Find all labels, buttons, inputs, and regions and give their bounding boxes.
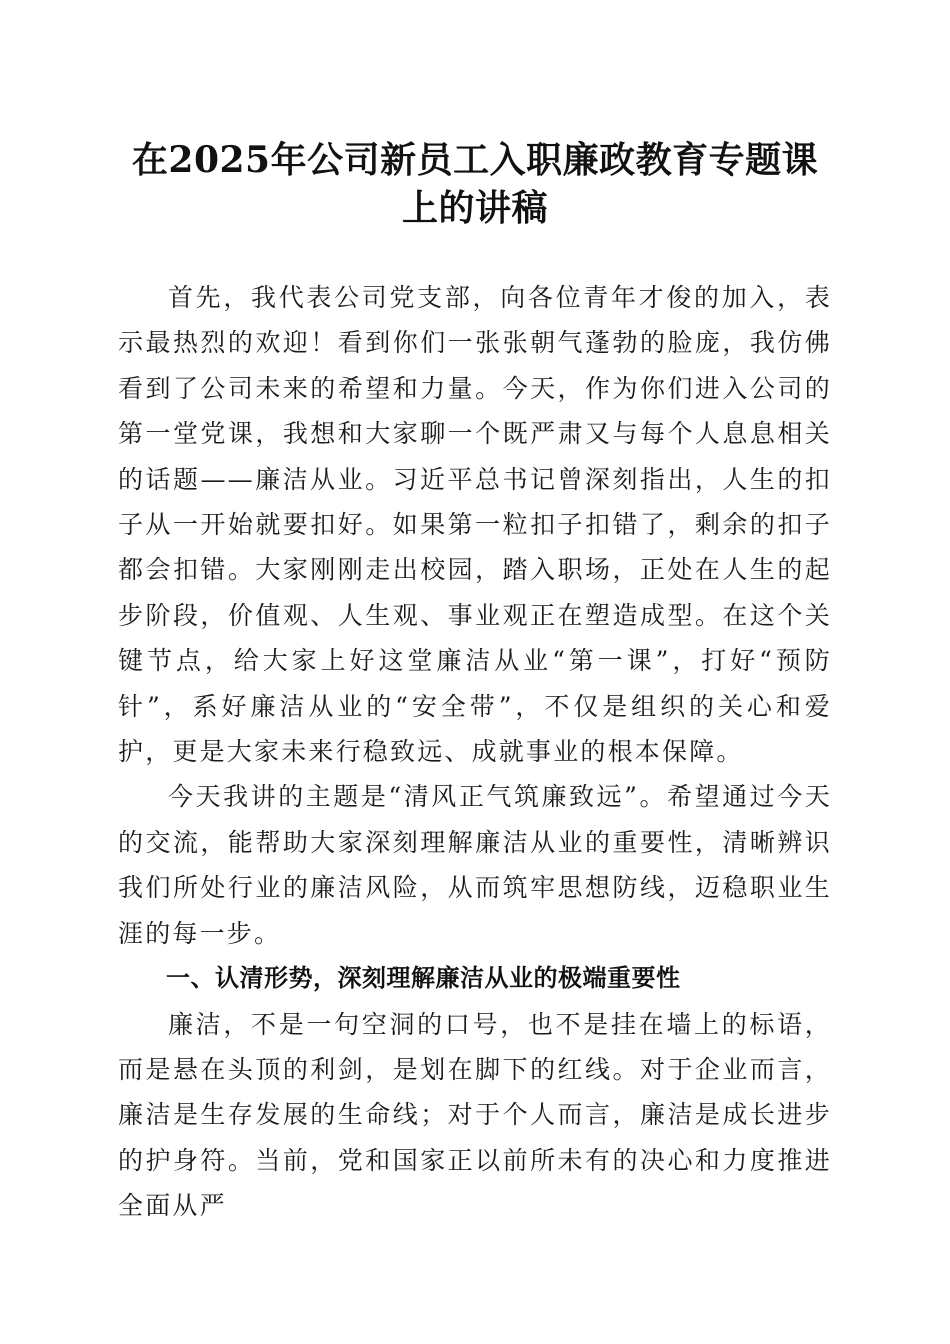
paragraph-welcome: 首先，我代表公司党支部，向各位青年才俊的加入，表示最热烈的欢迎！看到你们一张张朝气蓬勃的脸庞，我仿佛看到了公司未来的希望和力量。今天，作为你们进入公司的第一堂党课，我想和大家聊一个既严肃又与每个人息息相关的话题——廉洁从业。习近平总书记曾深刻指出，人生的扣子从一开始就要扣好。如果第一粒扣子扣错了，剩余的扣子都会扣错。大家刚刚走出校园，踏入职场，正处在人生的起步阶段，价值观、人生观、事业观正在塑造成型。在这个关键节点，给大家上好这堂廉洁从业“第一课”，打好“预防针”，系好廉洁从业的“安全带”，不仅是组织的关心和爱护，更是大家未来行稳致远、成就事业的根本保障。 xyxy=(118,283,832,767)
paragraph-section-one: 廉洁，不是一句空洞的口号，也不是挂在墙上的标语，而是悬在头顶的利剑，是划在脚下的红线。对于企业而言，廉洁是生存发展的生命线；对于个人而言，廉洁是成长进步的护身符。当前，党和国家正以前所未有的决心和力度推进全面从严 xyxy=(118,1009,832,1221)
document-title: 在2025年公司新员工入职廉政教育专题课上的讲稿 xyxy=(131,139,819,229)
document-body xyxy=(118,275,832,1229)
section-heading: 一、认清形势，深刻理解廉洁从业的极端重要性 xyxy=(166,964,681,993)
paragraph-theme: 今天我讲的主题是“清风正气筑廉致远”。希望通过今天的交流，能帮助大家深刻理解廉洁从业的重要性，清晰辨识我们所处行业的廉洁风险，从而筑牢思想防线，迈稳职业生涯的每一步。 xyxy=(118,782,832,948)
